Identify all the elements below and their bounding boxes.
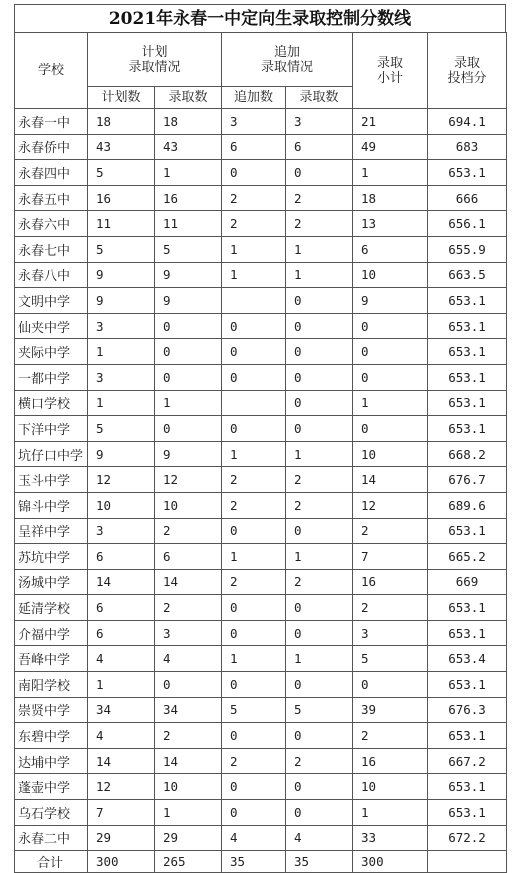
row-plan-admitted: 0 bbox=[155, 416, 222, 442]
table-row bbox=[15, 748, 507, 774]
table-row bbox=[15, 697, 507, 723]
row-plan-count: 6 bbox=[88, 595, 155, 621]
header-plan-group: 计划 录取情况 bbox=[88, 33, 222, 87]
row-subtotal: 1 bbox=[353, 390, 428, 416]
table-row bbox=[15, 185, 507, 211]
row-score: 653.1 bbox=[428, 620, 507, 646]
row-school: 呈祥中学 bbox=[15, 518, 88, 544]
row-school: 文明中学 bbox=[15, 288, 88, 314]
row-extra-count: 0 bbox=[222, 160, 286, 186]
row-plan-count: 3 bbox=[88, 518, 155, 544]
row-subtotal: 18 bbox=[353, 185, 428, 211]
table-row bbox=[15, 646, 507, 672]
row-plan-count: 1 bbox=[88, 672, 155, 698]
row-plan-admitted: 14 bbox=[155, 748, 222, 774]
header-plan-count: 计划数 bbox=[88, 87, 155, 109]
row-subtotal: 10 bbox=[353, 262, 428, 288]
row-extra-admitted: 2 bbox=[286, 211, 353, 237]
row-score: 676.7 bbox=[428, 467, 507, 493]
row-plan-count: 10 bbox=[88, 492, 155, 518]
table-row bbox=[15, 492, 507, 518]
row-plan-count: 5 bbox=[88, 160, 155, 186]
row-extra-count: 1 bbox=[222, 262, 286, 288]
row-extra-count: 0 bbox=[222, 339, 286, 365]
row-score: 668.2 bbox=[428, 441, 507, 467]
row-score: 653.4 bbox=[428, 646, 507, 672]
row-school: 蓬壶中学 bbox=[15, 774, 88, 800]
row-extra-admitted: 0 bbox=[286, 364, 353, 390]
header-extra-admitted: 录取数 bbox=[286, 87, 353, 109]
row-score: 694.1 bbox=[428, 109, 507, 135]
row-extra-admitted: 0 bbox=[286, 620, 353, 646]
row-extra-admitted: 0 bbox=[286, 672, 353, 698]
row-school: 崇贤中学 bbox=[15, 697, 88, 723]
row-plan-admitted: 2 bbox=[155, 723, 222, 749]
row-school: 坑仔口中学 bbox=[15, 441, 88, 467]
row-plan-count: 18 bbox=[88, 109, 155, 135]
row-subtotal: 3 bbox=[353, 620, 428, 646]
row-school: 吾峰中学 bbox=[15, 646, 88, 672]
row-school: 下洋中学 bbox=[15, 416, 88, 442]
header-plan-admitted: 录取数 bbox=[155, 87, 222, 109]
document-page bbox=[14, 4, 506, 873]
row-score: 655.9 bbox=[428, 236, 507, 262]
row-extra-admitted: 0 bbox=[286, 416, 353, 442]
row-extra-admitted: 6 bbox=[286, 134, 353, 160]
row-plan-count: 9 bbox=[88, 288, 155, 314]
row-plan-count: 6 bbox=[88, 544, 155, 570]
table-body bbox=[15, 109, 507, 851]
row-score: 683 bbox=[428, 134, 507, 160]
row-extra-count: 4 bbox=[222, 825, 286, 851]
row-plan-admitted: 10 bbox=[155, 774, 222, 800]
row-plan-count: 6 bbox=[88, 620, 155, 646]
row-plan-admitted: 4 bbox=[155, 646, 222, 672]
row-plan-admitted: 3 bbox=[155, 620, 222, 646]
row-school: 横口学校 bbox=[15, 390, 88, 416]
header-extra-group: 追加 录取情况 bbox=[222, 33, 353, 87]
row-subtotal: 0 bbox=[353, 672, 428, 698]
row-subtotal: 0 bbox=[353, 339, 428, 365]
table-row bbox=[15, 825, 507, 851]
row-score: 656.1 bbox=[428, 211, 507, 237]
row-extra-admitted: 2 bbox=[286, 569, 353, 595]
row-subtotal: 21 bbox=[353, 109, 428, 135]
row-extra-admitted: 0 bbox=[286, 774, 353, 800]
table-row bbox=[15, 800, 507, 826]
table-row bbox=[15, 160, 507, 186]
row-plan-count: 3 bbox=[88, 364, 155, 390]
row-extra-count: 0 bbox=[222, 672, 286, 698]
table-row bbox=[15, 364, 507, 390]
row-score: 653.1 bbox=[428, 160, 507, 186]
row-school: 玉斗中学 bbox=[15, 467, 88, 493]
row-subtotal: 16 bbox=[353, 748, 428, 774]
total-extra-admitted: 35 bbox=[286, 851, 353, 873]
row-plan-count: 5 bbox=[88, 236, 155, 262]
row-school: 永春二中 bbox=[15, 825, 88, 851]
row-extra-count: 1 bbox=[222, 646, 286, 672]
row-subtotal: 2 bbox=[353, 595, 428, 621]
row-score: 653.1 bbox=[428, 518, 507, 544]
row-extra-count: 1 bbox=[222, 441, 286, 467]
row-extra-admitted: 0 bbox=[286, 288, 353, 314]
row-extra-admitted: 2 bbox=[286, 748, 353, 774]
table-row bbox=[15, 313, 507, 339]
row-extra-count: 0 bbox=[222, 364, 286, 390]
row-plan-admitted: 9 bbox=[155, 288, 222, 314]
row-extra-admitted: 0 bbox=[286, 160, 353, 186]
row-extra-count: 5 bbox=[222, 697, 286, 723]
row-score: 672.2 bbox=[428, 825, 507, 851]
row-plan-admitted: 9 bbox=[155, 441, 222, 467]
row-subtotal: 2 bbox=[353, 518, 428, 544]
table-row bbox=[15, 672, 507, 698]
row-plan-admitted: 34 bbox=[155, 697, 222, 723]
row-extra-count: 0 bbox=[222, 620, 286, 646]
row-extra-admitted: 5 bbox=[286, 697, 353, 723]
row-school: 汤城中学 bbox=[15, 569, 88, 595]
row-plan-admitted: 5 bbox=[155, 236, 222, 262]
row-extra-admitted: 0 bbox=[286, 518, 353, 544]
row-score: 653.1 bbox=[428, 672, 507, 698]
row-plan-admitted: 1 bbox=[155, 800, 222, 826]
table-row bbox=[15, 595, 507, 621]
header-extra-count: 追加数 bbox=[222, 87, 286, 109]
row-score: 653.1 bbox=[428, 595, 507, 621]
row-extra-count: 3 bbox=[222, 109, 286, 135]
row-extra-admitted: 1 bbox=[286, 441, 353, 467]
row-extra-admitted: 2 bbox=[286, 185, 353, 211]
row-plan-admitted: 0 bbox=[155, 364, 222, 390]
table-row bbox=[15, 390, 507, 416]
table-row bbox=[15, 569, 507, 595]
admission-table bbox=[14, 32, 507, 873]
row-plan-count: 11 bbox=[88, 211, 155, 237]
row-extra-count: 2 bbox=[222, 211, 286, 237]
header-score: 录取 投档分 bbox=[428, 33, 507, 109]
total-subtotal: 300 bbox=[353, 851, 428, 873]
row-subtotal: 5 bbox=[353, 646, 428, 672]
total-label: 合计 bbox=[15, 851, 88, 873]
header-subtotal: 录取 小计 bbox=[353, 33, 428, 109]
row-plan-count: 14 bbox=[88, 748, 155, 774]
row-plan-admitted: 6 bbox=[155, 544, 222, 570]
row-subtotal: 14 bbox=[353, 467, 428, 493]
row-school: 乌石学校 bbox=[15, 800, 88, 826]
row-school: 苏坑中学 bbox=[15, 544, 88, 570]
row-score: 653.1 bbox=[428, 723, 507, 749]
row-plan-count: 3 bbox=[88, 313, 155, 339]
row-school: 一都中学 bbox=[15, 364, 88, 390]
row-extra-admitted: 0 bbox=[286, 313, 353, 339]
row-subtotal: 10 bbox=[353, 441, 428, 467]
row-extra-count: 2 bbox=[222, 748, 286, 774]
row-plan-admitted: 11 bbox=[155, 211, 222, 237]
row-plan-count: 1 bbox=[88, 339, 155, 365]
table-row bbox=[15, 723, 507, 749]
row-extra-count: 0 bbox=[222, 595, 286, 621]
row-extra-admitted: 1 bbox=[286, 646, 353, 672]
row-plan-admitted: 43 bbox=[155, 134, 222, 160]
row-plan-admitted: 10 bbox=[155, 492, 222, 518]
row-school: 永春七中 bbox=[15, 236, 88, 262]
row-school: 永春四中 bbox=[15, 160, 88, 186]
table-row bbox=[15, 544, 507, 570]
table-row bbox=[15, 416, 507, 442]
row-score: 666 bbox=[428, 185, 507, 211]
row-extra-count: 2 bbox=[222, 185, 286, 211]
row-subtotal: 0 bbox=[353, 313, 428, 339]
row-school: 南阳学校 bbox=[15, 672, 88, 698]
row-school: 延清学校 bbox=[15, 595, 88, 621]
table-row bbox=[15, 620, 507, 646]
row-plan-count: 7 bbox=[88, 800, 155, 826]
row-extra-count: 2 bbox=[222, 492, 286, 518]
page-title: 2021年永春一中定向生录取控制分数线 bbox=[14, 4, 506, 32]
row-school: 介福中学 bbox=[15, 620, 88, 646]
table-row bbox=[15, 236, 507, 262]
row-subtotal: 33 bbox=[353, 825, 428, 851]
row-extra-admitted: 2 bbox=[286, 467, 353, 493]
row-school: 永春侨中 bbox=[15, 134, 88, 160]
row-school: 锦斗中学 bbox=[15, 492, 88, 518]
row-subtotal: 49 bbox=[353, 134, 428, 160]
header-school: 学校 bbox=[15, 33, 88, 109]
row-plan-admitted: 2 bbox=[155, 518, 222, 544]
row-subtotal: 0 bbox=[353, 364, 428, 390]
row-plan-count: 29 bbox=[88, 825, 155, 851]
table-row bbox=[15, 339, 507, 365]
row-extra-count: 6 bbox=[222, 134, 286, 160]
row-plan-admitted: 0 bbox=[155, 313, 222, 339]
row-school: 永春五中 bbox=[15, 185, 88, 211]
row-score: 667.2 bbox=[428, 748, 507, 774]
row-extra-count: 1 bbox=[222, 544, 286, 570]
row-plan-admitted: 0 bbox=[155, 339, 222, 365]
row-plan-count: 5 bbox=[88, 416, 155, 442]
total-plan: 300 bbox=[88, 851, 155, 873]
row-extra-count bbox=[222, 288, 286, 314]
table-header bbox=[15, 33, 507, 109]
row-extra-admitted: 1 bbox=[286, 236, 353, 262]
row-subtotal: 13 bbox=[353, 211, 428, 237]
row-subtotal: 2 bbox=[353, 723, 428, 749]
row-school: 永春一中 bbox=[15, 109, 88, 135]
row-extra-admitted: 0 bbox=[286, 390, 353, 416]
row-extra-count: 1 bbox=[222, 236, 286, 262]
row-extra-count: 0 bbox=[222, 313, 286, 339]
row-extra-admitted: 0 bbox=[286, 339, 353, 365]
total-admitted: 265 bbox=[155, 851, 222, 873]
row-score: 653.1 bbox=[428, 288, 507, 314]
row-extra-count: 0 bbox=[222, 774, 286, 800]
table-row bbox=[15, 518, 507, 544]
row-subtotal: 7 bbox=[353, 544, 428, 570]
row-extra-count: 2 bbox=[222, 569, 286, 595]
row-plan-count: 1 bbox=[88, 390, 155, 416]
row-plan-count: 9 bbox=[88, 441, 155, 467]
row-score: 663.5 bbox=[428, 262, 507, 288]
row-plan-count: 14 bbox=[88, 569, 155, 595]
row-subtotal: 12 bbox=[353, 492, 428, 518]
row-score: 676.3 bbox=[428, 697, 507, 723]
row-extra-admitted: 4 bbox=[286, 825, 353, 851]
row-score: 689.6 bbox=[428, 492, 507, 518]
row-subtotal: 10 bbox=[353, 774, 428, 800]
row-score: 653.1 bbox=[428, 313, 507, 339]
row-score: 653.1 bbox=[428, 364, 507, 390]
row-plan-admitted: 16 bbox=[155, 185, 222, 211]
row-plan-count: 43 bbox=[88, 134, 155, 160]
row-subtotal: 0 bbox=[353, 416, 428, 442]
table-row bbox=[15, 774, 507, 800]
row-subtotal: 1 bbox=[353, 800, 428, 826]
row-subtotal: 6 bbox=[353, 236, 428, 262]
row-school: 仙夹中学 bbox=[15, 313, 88, 339]
table-row bbox=[15, 262, 507, 288]
row-plan-admitted: 29 bbox=[155, 825, 222, 851]
row-extra-count: 0 bbox=[222, 518, 286, 544]
row-plan-admitted: 18 bbox=[155, 109, 222, 135]
row-subtotal: 39 bbox=[353, 697, 428, 723]
row-school: 夹际中学 bbox=[15, 339, 88, 365]
row-extra-admitted: 3 bbox=[286, 109, 353, 135]
row-plan-count: 12 bbox=[88, 467, 155, 493]
table-row bbox=[15, 134, 507, 160]
row-score: 653.1 bbox=[428, 339, 507, 365]
row-score: 653.1 bbox=[428, 774, 507, 800]
row-school: 永春六中 bbox=[15, 211, 88, 237]
total-extra: 35 bbox=[222, 851, 286, 873]
table-row bbox=[15, 467, 507, 493]
row-school: 东碧中学 bbox=[15, 723, 88, 749]
row-extra-count: 0 bbox=[222, 723, 286, 749]
row-plan-admitted: 14 bbox=[155, 569, 222, 595]
row-score: 653.1 bbox=[428, 800, 507, 826]
row-score: 665.2 bbox=[428, 544, 507, 570]
row-plan-count: 16 bbox=[88, 185, 155, 211]
row-plan-count: 34 bbox=[88, 697, 155, 723]
row-subtotal: 16 bbox=[353, 569, 428, 595]
row-extra-admitted: 0 bbox=[286, 723, 353, 749]
row-plan-count: 12 bbox=[88, 774, 155, 800]
row-plan-admitted: 1 bbox=[155, 160, 222, 186]
table-row bbox=[15, 441, 507, 467]
row-plan-count: 9 bbox=[88, 262, 155, 288]
table-row bbox=[15, 109, 507, 135]
row-score: 653.1 bbox=[428, 390, 507, 416]
row-extra-count: 0 bbox=[222, 416, 286, 442]
row-plan-admitted: 0 bbox=[155, 672, 222, 698]
row-school: 达埔中学 bbox=[15, 748, 88, 774]
row-extra-admitted: 0 bbox=[286, 800, 353, 826]
row-plan-admitted: 1 bbox=[155, 390, 222, 416]
row-plan-admitted: 9 bbox=[155, 262, 222, 288]
row-extra-admitted: 2 bbox=[286, 492, 353, 518]
table-row bbox=[15, 211, 507, 237]
row-plan-count: 4 bbox=[88, 723, 155, 749]
row-extra-count: 0 bbox=[222, 800, 286, 826]
row-extra-admitted: 1 bbox=[286, 544, 353, 570]
row-extra-count bbox=[222, 390, 286, 416]
row-score: 653.1 bbox=[428, 416, 507, 442]
row-score: 669 bbox=[428, 569, 507, 595]
row-extra-admitted: 1 bbox=[286, 262, 353, 288]
row-school: 永春八中 bbox=[15, 262, 88, 288]
row-plan-admitted: 12 bbox=[155, 467, 222, 493]
table-row bbox=[15, 288, 507, 314]
row-subtotal: 9 bbox=[353, 288, 428, 314]
row-plan-admitted: 2 bbox=[155, 595, 222, 621]
row-subtotal: 1 bbox=[353, 160, 428, 186]
row-plan-count: 4 bbox=[88, 646, 155, 672]
row-extra-count: 2 bbox=[222, 467, 286, 493]
row-extra-admitted: 0 bbox=[286, 595, 353, 621]
